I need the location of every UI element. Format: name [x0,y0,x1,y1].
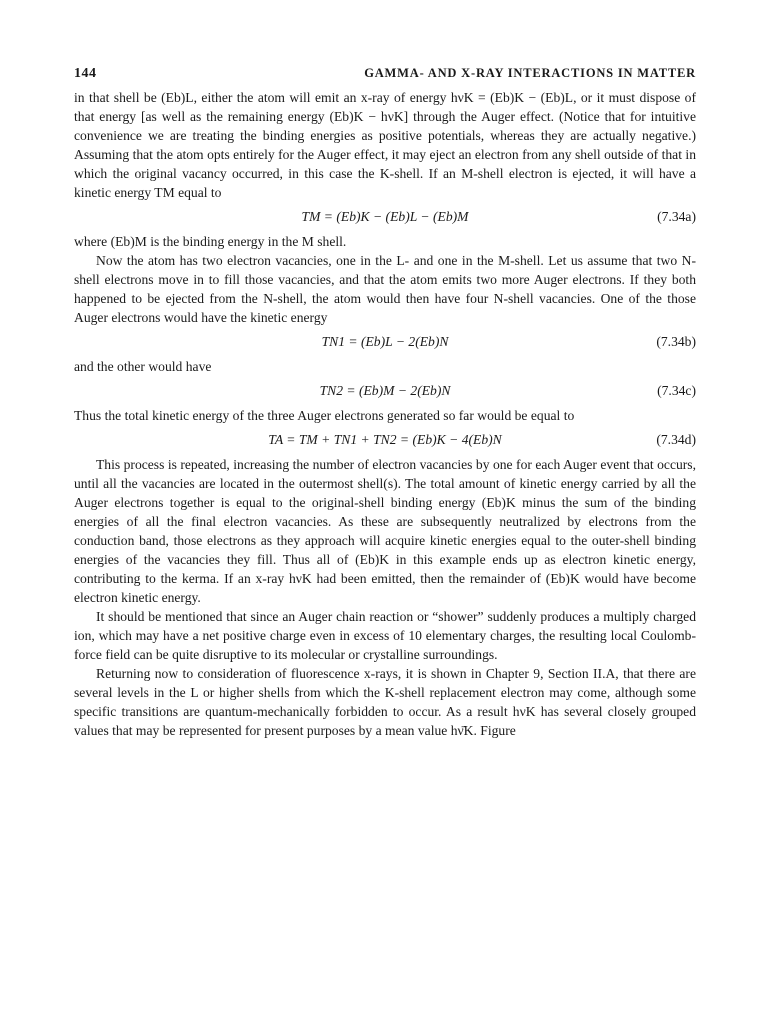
paragraph-8: Returning now to consideration of fluorescence x-rays, it is shown in Chapter 9, Section II.A, that there are several levels in the L or higher shells from which the K-shell replacement electron may come, although some specific transitions are quantum-mechanically forbidden to occur. As a result hνK has several closely grouped values that may be represented for present purposes by a mean value hν̄K. Figure [74,666,696,738]
equation-number: (7.34b) [656,334,696,349]
equation-7-34a [74,202,696,232]
equation-number: (7.34a) [657,209,696,224]
page-number: 144 [74,66,97,81]
paragraph-1: in that shell be (Eb)L, either the atom will emit an x-ray of energy hνK = (Eb)K − (Eb)L, or it must dispose of that energy [as well as the remaining energy (Eb)K − hνK] through the Auger effect. (Notice that for intuitive convenience we are treating the binding energies as positive potentials, whereas they are actually negative.) Assuming that the atom opts entirely for the Auger effect, it may eject an electron from any shell outside of that in which the original vacancy occurred, in this case the K-shell. If an M-shell electron is ejected, it will have a kinetic energy TM equal to [74,90,696,200]
paragraph-5: Thus the total kinetic energy of the three Auger electrons generated so far would be equal to [74,408,575,423]
equation-number: (7.34c) [657,383,696,398]
document-page [74,60,696,740]
equation-7-34c [74,376,696,406]
equation-7-34d [74,425,696,455]
paragraph-7: It should be mentioned that since an Auger chain reaction or “shower” suddenly produces a multiply charged ion, which may have a net positive charge even in excess of 10 elementary charges, the resulting local Coulomb-force field can be quite disruptive to its molecular or crystalline surroundings. [74,609,696,662]
running-title: GAMMA- AND X-RAY INTERACTIONS IN MATTER [364,66,696,80]
paragraph-3: Now the atom has two electron vacancies, one in the L- and one in the M-shell. Let us assume that two N-shell electrons move in to fill those vacancies, and that the atom emits two more Auger electrons. If they both happened to be ejected from the N-shell, the atom would then have four N-shell vacancies. One of the those Auger electrons would have the kinetic energy [74,253,696,325]
paragraph-6: This process is repeated, increasing the number of electron vacancies by one for each Auger event that occurs, until all the vacancies are located in the outermost shell(s). The total amount of kinetic energy carried by all the Auger electrons together is equal to the original-shell binding energy (Eb)K minus the sum of the binding energies of all the final electron vacancies. As these are subsequently neutralized by electrons from the conduction band, those electrons as they approach will acquire kinetic energies equal to the outer-shell binding energies of the vacancies they fill. Thus all of (Eb)K in this example ends up as electron kinetic energy, contributing to the kerma. If an x-ray hνK had been emitted, then the remainder of (Eb)K would have become electron kinetic energy. [74,457,696,605]
paragraph-2: where (Eb)M is the binding energy in the M shell. [74,234,347,249]
equation-expression: TN1 = (Eb)L − 2(Eb)N [321,334,449,349]
equation-number: (7.34d) [656,432,696,447]
equation-7-34b [74,327,696,357]
equation-expression: TM = (Eb)K − (Eb)L − (Eb)M [301,209,469,224]
equation-expression: TA = TM + TN1 + TN2 = (Eb)K − 4(Eb)N [268,432,502,447]
page-header [74,60,696,82]
equation-expression: TN2 = (Eb)M − 2(Eb)N [319,383,451,398]
paragraph-4: and the other would have [74,359,212,374]
